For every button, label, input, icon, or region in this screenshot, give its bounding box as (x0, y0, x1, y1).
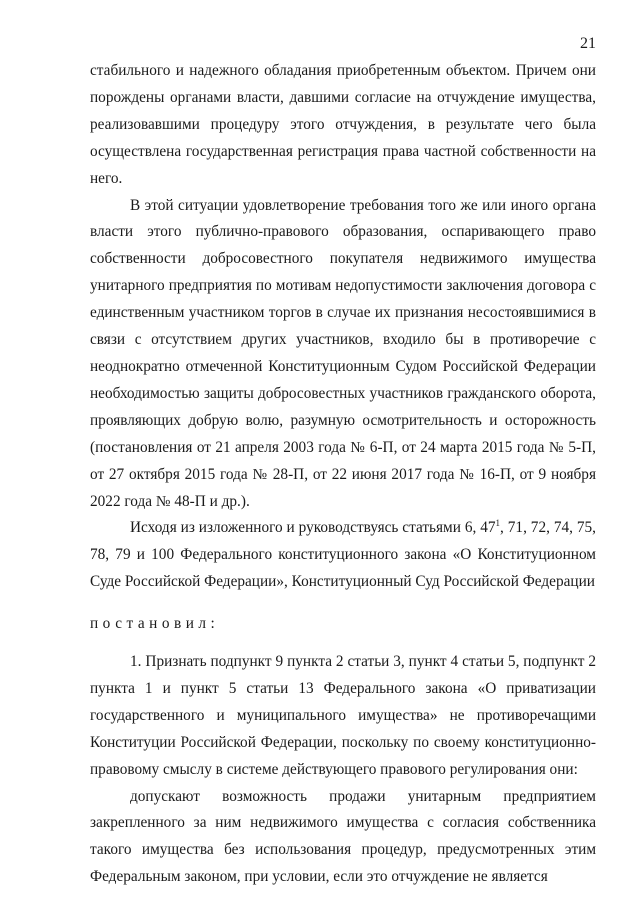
grounds-text-end: , 71, 72, 74, 75, 78, 79 и 100 Федерального конституционного закона «О Конституционном Суде Российской Федерации», Конституционный Суд Российской Федерации (90, 519, 596, 591)
document-body (90, 58, 596, 891)
page-number: 21 (580, 35, 596, 52)
grounds-text-start: Исходя из изложенного и руководствуясь статьями 6, 47 (130, 519, 496, 537)
article-superscript: 1 (495, 518, 501, 529)
paragraph-ruling-1: 1. Признать подпункт 9 пункта 2 статьи 3, пункт 4 статьи 5, подпункт 2 пункта 1 и пункт 5 статьи 13 Федерального закона «О приватизации государственного и муниципального имущества» не противоречащими Конституции Российской Федерации, поскольку по своему конституционно-правовому смыслу в системе действующего правового регулирования они: (90, 653, 596, 778)
paragraph-situation: В этой ситуации удовлетворение требования того же или иного органа власти этого публично-правового образования, оспаривающего право собственности добросовестного покупателя недвижимого имущества унитарного предприятия по мотивам недопустимости заключения договора с единственным участником торгов в случае их признания несостоявшимися в связи с отсутствием других участников, входило бы в противоречие с неоднократно отмеченной Конституционным Судом Российской Федерации необходимостью защиты добросовестных участников гражданского оборота, проявляющих добрую волю, разумную осмотрительность и осторожность (постановления от 21 апреля 2003 года № 6-П, от 24 марта 2015 года № 5-П, от 27 октября 2015 года № 28-П, от 22 июня 2017 года № 16-П, от 9 ноября 2022 года № 48-П и др.). (90, 196, 596, 510)
paragraph-ruling-1-detail: допускают возможность продажи унитарным предприятием закрепленного за ним недвижимого имущества с согласия собственника такого имущества без использования процедур, предусмотренных этим Федеральным законом, при условии, если это отчуждение не является (90, 787, 596, 886)
paragraph-continuation: стабильного и надежного обладания приобретенным объектом. Причем они порождены органами власти, давшими согласие на отчуждение имущества, реализовавшими процедуру этого отчуждения, в результате чего была осуществлена государственная регистрация права частной собственности на него. (90, 62, 596, 187)
decision-heading: постановил: (90, 615, 220, 633)
paragraph-grounds (90, 515, 596, 596)
